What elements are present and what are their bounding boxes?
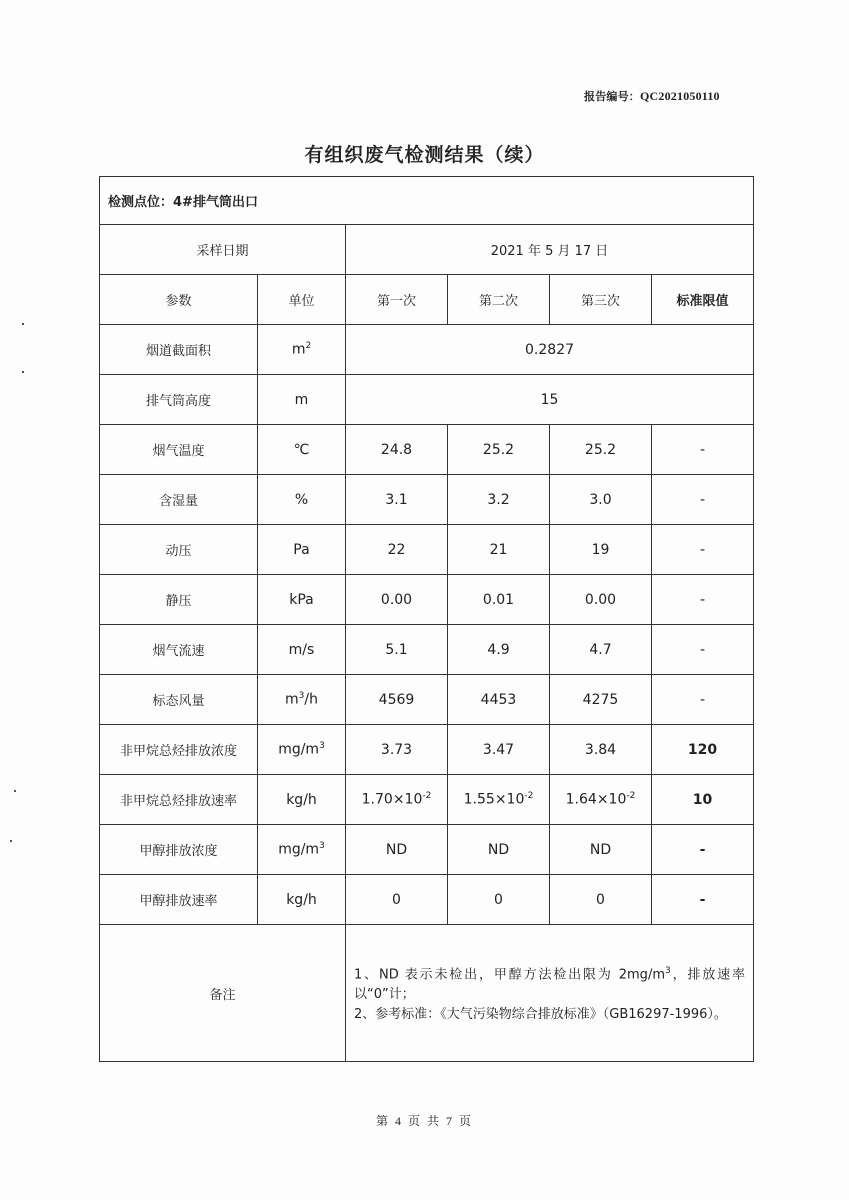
table-row xyxy=(100,177,754,225)
limit-cell: - xyxy=(652,575,754,625)
param-cell: 标态风量 xyxy=(100,675,258,725)
unit-base: mg/m xyxy=(278,841,320,858)
param-cell: 排气筒高度 xyxy=(100,375,258,425)
value-cell: 4569 xyxy=(346,675,448,725)
report-number xyxy=(584,88,720,104)
value-cell: 15 xyxy=(346,375,754,425)
table-row xyxy=(100,475,754,525)
table-row xyxy=(100,375,754,425)
value-cell: 21 xyxy=(448,525,550,575)
scan-mark xyxy=(14,790,16,792)
value-cell: 3.1 xyxy=(346,475,448,525)
limit-cell: - xyxy=(652,625,754,675)
column-header: 单位 xyxy=(258,275,346,325)
remark-line-1-part-a: 1、ND 表示未检出，甲醇方法检出限为 2mg/m xyxy=(354,967,665,983)
value-cell: ND xyxy=(346,825,448,875)
scan-mark xyxy=(10,840,12,842)
param-cell: 非甲烷总烃排放速率 xyxy=(100,775,258,825)
value-cell: 3.84 xyxy=(550,725,652,775)
table-row xyxy=(100,725,754,775)
limit-cell: - xyxy=(652,675,754,725)
value-exponent: -2 xyxy=(524,791,534,802)
remark-line-2: 2、参考标准：《大气污染物综合排放标准》（GB16297-1996）。 xyxy=(354,1007,727,1023)
value-cell: 0 xyxy=(448,875,550,925)
unit-cell xyxy=(258,675,346,725)
value-cell: 3.73 xyxy=(346,725,448,775)
table-header-row xyxy=(100,275,754,325)
unit-cell: m xyxy=(258,375,346,425)
value-base: 1.64×10 xyxy=(565,791,627,808)
value-cell: 0.2827 xyxy=(346,325,754,375)
value-cell: 0.00 xyxy=(346,575,448,625)
value-cell: 25.2 xyxy=(550,425,652,475)
value-cell: 3.0 xyxy=(550,475,652,525)
unit-cell xyxy=(258,725,346,775)
value-cell: 19 xyxy=(550,525,652,575)
table-row xyxy=(100,425,754,475)
report-number-value: QC2021050110 xyxy=(640,89,720,103)
limit-cell: 120 xyxy=(652,725,754,775)
results-table xyxy=(99,176,754,1062)
table-row xyxy=(100,625,754,675)
unit-cell: Pa xyxy=(258,525,346,575)
value-cell: 0 xyxy=(346,875,448,925)
unit-superscript: 3 xyxy=(298,691,305,702)
value-exponent: -2 xyxy=(422,791,432,802)
value-base: 1.55×10 xyxy=(463,791,525,808)
unit-cell: % xyxy=(258,475,346,525)
value-exponent: -2 xyxy=(626,791,636,802)
unit-tail: /h xyxy=(304,691,318,708)
unit-cell: kg/h xyxy=(258,875,346,925)
unit-superscript: 3 xyxy=(319,741,325,752)
value-cell: 3.2 xyxy=(448,475,550,525)
monitoring-point: 检测点位：4#排气筒出口 xyxy=(100,177,754,225)
column-header: 标准限值 xyxy=(652,275,754,325)
remark-line-1-part-b: ，排放速率以“0”计； xyxy=(354,967,746,1003)
limit-cell: - xyxy=(652,525,754,575)
table-row xyxy=(100,225,754,275)
scan-mark xyxy=(22,371,24,373)
table-row xyxy=(100,575,754,625)
value-cell: 4.7 xyxy=(550,625,652,675)
unit-superscript: 3 xyxy=(319,841,325,852)
remark-superscript: 3 xyxy=(664,965,671,976)
remarks-text xyxy=(346,925,754,1062)
value-cell: 24.8 xyxy=(346,425,448,475)
table-row xyxy=(100,825,754,875)
value-cell xyxy=(346,775,448,825)
limit-cell: 10 xyxy=(652,775,754,825)
unit-base: mg/m xyxy=(278,741,320,758)
table-row xyxy=(100,675,754,725)
unit-base: m xyxy=(291,341,306,358)
param-cell: 烟气流速 xyxy=(100,625,258,675)
remarks-label: 备注 xyxy=(100,925,346,1062)
unit-superscript: 2 xyxy=(305,341,312,352)
param-cell: 烟气温度 xyxy=(100,425,258,475)
table-row xyxy=(100,525,754,575)
scan-mark xyxy=(22,323,24,325)
limit-cell: - xyxy=(652,875,754,925)
param-cell: 非甲烷总烃排放浓度 xyxy=(100,725,258,775)
limit-cell: - xyxy=(652,825,754,875)
table-row xyxy=(100,325,754,375)
value-cell xyxy=(550,775,652,825)
value-cell: ND xyxy=(448,825,550,875)
param-cell: 烟道截面积 xyxy=(100,325,258,375)
value-cell: 0.00 xyxy=(550,575,652,625)
value-cell: 0 xyxy=(550,875,652,925)
value-cell: 3.47 xyxy=(448,725,550,775)
value-base: 1.70×10 xyxy=(361,791,423,808)
value-cell: 4275 xyxy=(550,675,652,725)
sampling-date-label: 采样日期 xyxy=(100,225,346,275)
column-header: 第一次 xyxy=(346,275,448,325)
value-cell: 0.01 xyxy=(448,575,550,625)
value-cell: 22 xyxy=(346,525,448,575)
limit-cell: - xyxy=(652,475,754,525)
value-cell: 25.2 xyxy=(448,425,550,475)
unit-cell xyxy=(258,325,346,375)
report-number-label: 报告编号： xyxy=(584,90,640,103)
param-cell: 甲醇排放速率 xyxy=(100,875,258,925)
sampling-date-value: 2021 年 5 月 17 日 xyxy=(346,225,754,275)
page-title: 有组织废气检测结果（续） xyxy=(304,144,545,166)
param-cell: 静压 xyxy=(100,575,258,625)
unit-cell: m/s xyxy=(258,625,346,675)
param-cell: 甲醇排放浓度 xyxy=(100,825,258,875)
table-row xyxy=(100,775,754,825)
param-cell: 含湿量 xyxy=(100,475,258,525)
column-header: 第二次 xyxy=(448,275,550,325)
value-cell xyxy=(448,775,550,825)
unit-cell: kPa xyxy=(258,575,346,625)
value-cell: 4.9 xyxy=(448,625,550,675)
value-cell: 4453 xyxy=(448,675,550,725)
remark-line-1 xyxy=(354,961,745,1005)
page-footer: 第 4 页 共 7 页 xyxy=(375,1114,473,1128)
unit-base: m xyxy=(285,691,299,708)
table-row xyxy=(100,875,754,925)
value-cell: ND xyxy=(550,825,652,875)
unit-cell: ℃ xyxy=(258,425,346,475)
param-cell: 动压 xyxy=(100,525,258,575)
column-header: 参数 xyxy=(100,275,258,325)
remarks-row xyxy=(100,925,754,1062)
unit-cell: kg/h xyxy=(258,775,346,825)
column-header: 第三次 xyxy=(550,275,652,325)
unit-cell xyxy=(258,825,346,875)
limit-cell: - xyxy=(652,425,754,475)
value-cell: 5.1 xyxy=(346,625,448,675)
